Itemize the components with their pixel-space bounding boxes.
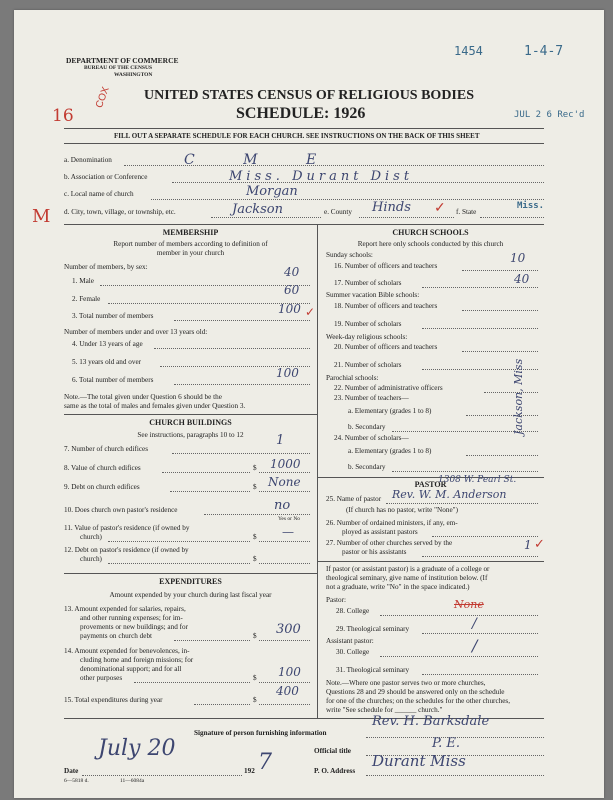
q20-label: 20. Number of officers and teachers <box>334 343 438 351</box>
state-label: f. State <box>456 208 477 216</box>
q14-label-4: other purposes <box>80 674 123 682</box>
checkmark-icon: ✓ <box>434 201 446 216</box>
q10-value: no <box>274 498 291 513</box>
q18-label: 18. Number of officers and teachers <box>334 302 438 310</box>
address-value: Durant Miss <box>372 752 466 770</box>
membership-note-2: same as the total of males and females given under Question 3. <box>64 402 246 410</box>
denomination-value: C M E <box>184 152 339 168</box>
checkmark-icon: ✓ <box>305 305 316 319</box>
q30-label: 30. College <box>336 648 370 656</box>
membership-intro-1: Report number of members according to definition of <box>113 240 268 248</box>
q6-value: 100 <box>276 366 299 380</box>
address-label: P. O. Address <box>314 767 356 775</box>
q23b-label: b. Secondary <box>348 423 386 431</box>
q14-label-2: cluding home and foreign missions; for <box>80 656 194 664</box>
dollar-sign: $ <box>253 555 257 563</box>
q13-label-4: payments on church debt <box>80 632 153 640</box>
margin-mark: M <box>32 206 51 227</box>
pastor-address: 1308 W. Pearl St. <box>438 475 517 485</box>
dollar-sign: $ <box>253 696 257 704</box>
summer-label: Summer vacation Bible schools: <box>326 291 420 299</box>
stamp-number: 1454 <box>454 44 483 58</box>
q14-label-1: 14. Amount expended for benevolences, in- <box>64 647 190 655</box>
q26-label-2: ployed as assistant pastors <box>342 528 418 536</box>
q17-value: 40 <box>514 272 530 286</box>
state-value: Miss. <box>517 201 545 211</box>
date-value: July 20 <box>98 736 176 761</box>
pastor-heading: PASTOR <box>414 480 447 489</box>
q19-label: 19. Number of scholars <box>334 320 402 328</box>
graduate-text-1: If pastor (or assistant pastor) is a graduate of a college or <box>326 565 490 573</box>
date-label: Date <box>64 767 79 775</box>
official-title-label: Official title <box>314 747 351 755</box>
yes-no-hint: Yes or No <box>278 516 301 522</box>
schools-intro: Report here only schools conducted by this church <box>357 240 504 248</box>
q13-label-3: provements or new buildings; and for <box>80 623 188 631</box>
q16-value: 10 <box>510 251 526 265</box>
stamp-code: 1-4-7 <box>524 44 564 59</box>
weekday-label: Week-day religious schools: <box>326 333 408 341</box>
margin-number: 16 <box>52 106 74 126</box>
q10-label: 10. Does church own pastor's residence <box>64 506 178 514</box>
q17-label: 17. Number of scholars <box>334 279 402 287</box>
sunday-label: Sunday schools: <box>326 251 373 259</box>
expenditures-heading: EXPENDITURES <box>159 577 222 586</box>
official-title-value: P. E. <box>432 736 460 751</box>
q7-label: 7. Number of church edifices <box>64 445 149 453</box>
membership-intro-2: member in your church <box>156 249 225 257</box>
dollar-sign: $ <box>253 533 257 541</box>
city-label: d. City, town, village, or township, etc. <box>64 208 176 216</box>
q16-label: 16. Number of officers and teachers <box>334 262 438 270</box>
print-number: 11—6084a <box>120 778 145 784</box>
dollar-sign: $ <box>253 483 257 491</box>
q27-label-2: pastor or his assistants <box>342 548 407 556</box>
q14-value: 100 <box>278 665 301 679</box>
q2-label: 2. Female <box>72 295 101 303</box>
margin-cox: COX <box>93 85 112 110</box>
signature-label: Signature of person furnishing information <box>194 729 327 737</box>
by-age-label: Number of members under and over 13 years old: <box>64 328 208 336</box>
q24b-label: b. Secondary <box>348 463 386 471</box>
q12-label-1: 12. Debt on pastor's residence (if owned by <box>64 546 189 554</box>
year-value: 7 <box>258 750 272 775</box>
buildings-intro: See instructions, paragraphs 10 to 12 <box>137 431 244 439</box>
q11-label-2: church) <box>80 533 102 541</box>
dollar-sign: $ <box>253 674 257 682</box>
association-label: b. Association or Conference <box>64 173 148 181</box>
q21-label: 21. Number of scholars <box>334 361 402 369</box>
by-sex-label: Number of members, by sex: <box>64 263 148 271</box>
form-number: 6—5818 d. <box>64 778 89 784</box>
dept-name: DEPARTMENT OF COMMERCE <box>66 56 179 65</box>
pastor-note-1: Note.—Where one pastor serves two or more churches, <box>326 679 486 687</box>
q7-value: 1 <box>276 433 285 448</box>
margin-note: Jackson, Miss <box>512 358 525 435</box>
q8-label: 8. Value of church edifices <box>64 464 141 472</box>
dept-city: WASHINGTON <box>114 72 153 78</box>
q8-value: 1000 <box>270 457 301 471</box>
dollar-sign: $ <box>253 632 257 640</box>
q15-label: 15. Total expenditures during year <box>64 696 163 704</box>
q29-label: 29. Theological seminary <box>336 625 410 633</box>
schools-heading: CHURCH SCHOOLS <box>392 228 469 237</box>
q24-label: 24. Number of scholars— <box>334 434 409 442</box>
local-name-label: c. Local name of church <box>64 190 134 198</box>
parochial-label: Parochial schools: <box>326 374 379 382</box>
pastor-sublabel: Pastor: <box>326 596 346 604</box>
bureau-name: BUREAU OF THE CENSUS <box>84 65 153 71</box>
graduate-text-3: not a graduate, write "No" in the space indicated.) <box>326 583 470 591</box>
q3-value: 100 <box>278 302 301 316</box>
membership-note-1: Note.—The total given under Question 6 should be the <box>64 393 222 401</box>
association-value: Miss. Durant Dist <box>229 169 414 184</box>
city-value: Jackson <box>232 202 283 217</box>
q29-dash: / <box>472 616 477 632</box>
buildings-heading: CHURCH BUILDINGS <box>149 418 232 427</box>
q30-dash: / <box>472 636 478 655</box>
pastor-note-2: Questions 28 and 29 should be answered only on the schedule <box>326 688 505 696</box>
expenditures-intro: Amount expended by your church during last fiscal year <box>109 591 272 599</box>
q24a-label: a. Elementary (grades 1 to 8) <box>348 447 432 455</box>
q12-label-2: church) <box>80 555 102 563</box>
q4-label: 4. Under 13 years of age <box>72 340 143 348</box>
pastor-note-3: for one of the churches; on the schedules for the other churches, <box>326 697 511 705</box>
q2-value: 60 <box>284 283 300 297</box>
county-label: e. County <box>324 208 352 216</box>
q9-value: None <box>268 475 301 489</box>
q11-label-1: 11. Value of pastor's residence (if owned by <box>64 524 190 532</box>
q26-label-1: 26. Number of ordained ministers, if any, em- <box>326 519 458 527</box>
q3-label: 3. Total number of members <box>72 312 154 320</box>
checkmark-icon: ✓ <box>534 536 545 551</box>
q31-label: 31. Theological seminary <box>336 666 410 674</box>
q28-label: 28. College <box>336 607 370 615</box>
q6-label: 6. Total number of members <box>72 376 154 384</box>
q13-label-2: and other running expenses; for im- <box>80 614 183 622</box>
membership-heading: MEMBERSHIP <box>162 228 219 237</box>
q25-value: Rev. W. M. Anderson <box>392 488 507 501</box>
q1-label: 1. Male <box>72 277 94 285</box>
schedule-sheet <box>14 10 604 798</box>
q13-value: 300 <box>276 622 301 637</box>
q28-value: None <box>454 598 484 611</box>
q13-label-1: 13. Amount expended for salaries, repairs, <box>64 605 186 613</box>
q15-value: 400 <box>276 684 299 698</box>
q11-dash: — <box>282 525 294 539</box>
q27-value: 1 <box>524 538 532 552</box>
county-value: Hinds <box>372 200 411 215</box>
denomination-label: a. Denomination <box>64 156 112 164</box>
local-name-value: Morgan <box>246 184 298 199</box>
q14-label-3: denominational support; and for all <box>80 665 182 673</box>
assistant-sublabel: Assistant pastor: <box>326 637 374 645</box>
dollar-sign: $ <box>253 464 257 472</box>
q5-label: 5. 13 years old and over <box>72 358 142 366</box>
pastor-note-4: write "See schedule for ______ church." <box>326 706 443 714</box>
signature-value: Rev. H. Barksdale <box>372 714 490 729</box>
q23a-label: a. Elementary (grades 1 to 8) <box>348 407 432 415</box>
q27-label-1: 27. Number of other churches served by the <box>326 539 453 547</box>
form-title: UNITED STATES CENSUS OF RELIGIOUS BODIES <box>144 88 475 103</box>
q23-label: 23. Number of teachers— <box>334 394 409 402</box>
graduate-text-2: theological seminary, give name of institution below. (If <box>326 574 488 582</box>
q9-label: 9. Debt on church edifices <box>64 483 140 491</box>
year-label: 192 <box>244 767 255 775</box>
q25-label: 25. Name of pastor <box>326 495 382 503</box>
received-stamp: JUL 2 6 Rec'd <box>514 110 585 120</box>
q1-value: 40 <box>284 265 300 279</box>
form-subtitle: SCHEDULE: 1926 <box>236 105 366 122</box>
q25-hint: (If church has no pastor, write "None") <box>346 506 458 514</box>
form-instruction: FILL OUT A SEPARATE SCHEDULE FOR EACH CHURCH. SEE INSTRUCTIONS ON THE BACK OF THIS SHEET <box>114 132 480 140</box>
q22-label: 22. Number of administrative officers <box>334 384 443 392</box>
